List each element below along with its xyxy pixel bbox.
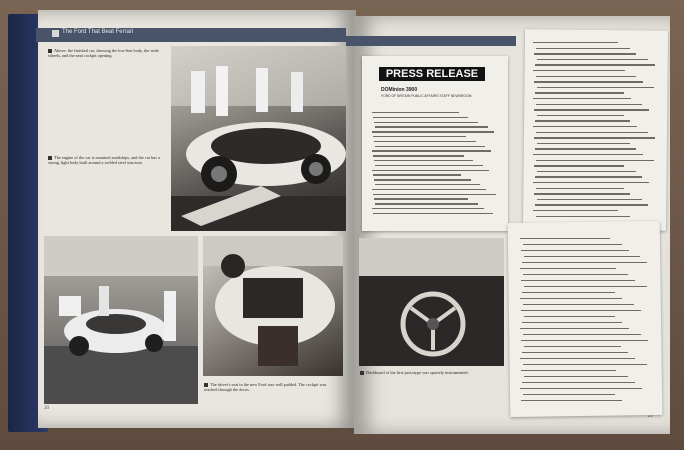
- caption-top-left: Above: the finished car, showing the low-line body, the wide wheels, and the neat cockpit opening.: [48, 48, 159, 59]
- typed-line: [536, 76, 636, 77]
- caption-bottom-middle: The driver's seat in the new Ford was well padded. The cockpit was reached through the doors.: [204, 382, 327, 393]
- caption-marker-icon: [48, 156, 52, 160]
- typed-line: [533, 210, 618, 211]
- typed-line: [523, 274, 628, 275]
- typed-line: [535, 176, 642, 177]
- typed-line: [533, 182, 649, 183]
- typed-line: [375, 184, 480, 185]
- typed-line: [372, 112, 459, 113]
- typed-line: [374, 141, 476, 142]
- typed-line: [372, 150, 491, 151]
- typed-line: [537, 59, 648, 60]
- typed-line: [535, 148, 636, 149]
- typed-line: [524, 316, 615, 317]
- photo-engine-bay: [203, 236, 343, 376]
- press-release-id: DOMinion 3900: [381, 87, 418, 93]
- typed-line: [373, 194, 496, 195]
- typed-line: [520, 328, 629, 329]
- typed-line: [522, 352, 628, 353]
- typed-line: [537, 87, 654, 88]
- page-number-left: 20: [44, 406, 49, 411]
- typed-line: [522, 292, 615, 293]
- typed-line: [534, 193, 630, 194]
- typed-line: [534, 137, 655, 138]
- typed-line: [537, 171, 636, 172]
- typed-line: [533, 42, 618, 43]
- typed-line: [522, 262, 647, 263]
- typed-line: [374, 122, 478, 123]
- car-silhouette-icon: [171, 46, 346, 231]
- typed-line: [520, 298, 622, 299]
- typed-line: [537, 115, 624, 116]
- typed-line: [374, 198, 468, 199]
- typed-line: [524, 346, 621, 347]
- typed-line: [372, 208, 484, 209]
- typed-line: [534, 109, 649, 110]
- typed-line: [524, 286, 647, 287]
- chapter-bullet-icon: [52, 30, 59, 37]
- typed-line: [535, 204, 648, 205]
- typed-line: [533, 98, 631, 99]
- typed-line: [536, 48, 630, 49]
- typed-line: [533, 126, 637, 127]
- typed-line: [520, 238, 610, 239]
- photo-garage-car: [44, 236, 198, 404]
- typed-line: [533, 70, 625, 71]
- typed-line: [535, 64, 655, 65]
- typed-line: [524, 256, 640, 257]
- typed-line: [521, 340, 648, 341]
- page-number-right: 21: [648, 414, 653, 419]
- typed-line: [521, 310, 641, 311]
- typed-line: [373, 174, 461, 175]
- typed-line: [372, 131, 494, 132]
- typed-line: [524, 376, 628, 377]
- typed-line: [523, 244, 622, 245]
- typed-line: [523, 334, 641, 335]
- typed-line: [534, 53, 636, 54]
- chapter-title: The Ford That Beat Ferrari: [62, 29, 134, 35]
- typed-line: [374, 179, 471, 180]
- typed-line: [374, 160, 473, 161]
- typed-line: [375, 146, 485, 147]
- typed-line: [521, 370, 616, 371]
- caption-marker-icon: [48, 49, 52, 53]
- press-release-subtitle: FORD OF BRITAIN PUBLIC AFFAIRS STAFF NEWSROOM: [381, 94, 472, 98]
- typed-line: [523, 364, 647, 365]
- typed-line: [521, 250, 629, 251]
- typed-line: [523, 394, 615, 395]
- typed-line: [372, 189, 486, 190]
- typed-line: [534, 165, 624, 166]
- typed-line: [536, 132, 648, 133]
- typed-line: [522, 382, 635, 383]
- typed-line: [520, 358, 635, 359]
- typed-line: [521, 280, 635, 281]
- press-release-document: [362, 56, 508, 231]
- typed-line: [533, 154, 643, 155]
- typed-line: [520, 388, 642, 389]
- typed-line: [520, 268, 616, 269]
- press-release-title: PRESS RELEASE: [379, 67, 485, 81]
- typed-line: [522, 322, 622, 323]
- caption-middle-left: The engine of the car is mounted amidships, and the car has a strong, light body built around a welded steel structure.: [48, 155, 160, 166]
- typed-line: [373, 155, 464, 156]
- typed-line: [523, 304, 634, 305]
- typed-line: [535, 120, 630, 121]
- typed-line: [536, 104, 642, 105]
- caption-marker-icon: [360, 371, 364, 375]
- typed-line: [536, 160, 654, 161]
- caption-bottom-right: Dashboard of the first prototype was sparsely instrumented.: [360, 370, 502, 375]
- photo-workshop-car: [171, 46, 346, 231]
- typed-line: [373, 117, 468, 118]
- typed-line: [375, 126, 488, 127]
- typed-line: [536, 216, 630, 217]
- typed-line: [372, 170, 489, 171]
- photo-dashboard: [359, 238, 504, 366]
- typed-line: [521, 400, 622, 401]
- typed-line: [535, 92, 624, 93]
- caption-marker-icon: [204, 383, 208, 387]
- typed-line: [375, 203, 478, 204]
- typed-line: [537, 199, 642, 200]
- typed-line: [373, 136, 466, 137]
- typed-line: [534, 81, 643, 82]
- typed-line: [375, 165, 483, 166]
- typed-line: [537, 143, 630, 144]
- typed-line: [536, 188, 624, 189]
- right-header-bar: [346, 36, 516, 46]
- typed-line: [373, 213, 493, 214]
